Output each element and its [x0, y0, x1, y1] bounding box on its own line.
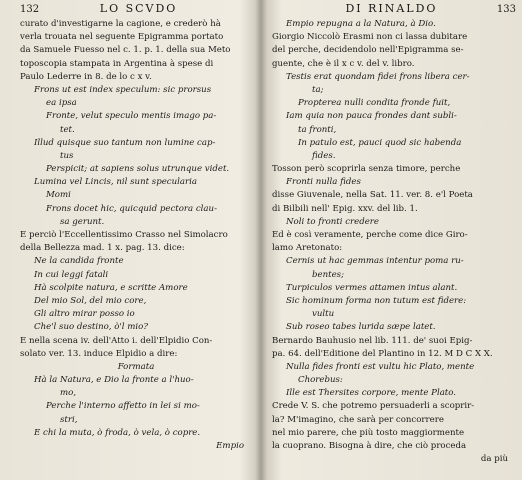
left-page-number: 132	[20, 4, 40, 15]
text-line: Hà scolpite natura, e scritte Amore	[34, 282, 188, 293]
text-line: da Samuele Fuesso nel c. 1. p. 1. della sua Meto	[20, 45, 231, 56]
right-page	[262, 0, 522, 480]
text-line: Chorebus:	[298, 375, 343, 386]
text-line: Lumina vel Lincis, nil sunt specularia	[34, 177, 198, 188]
text-line: Propterea nulli condita fronde fuit,	[298, 98, 451, 109]
text-line: la? M'imagino, che sarà per concorrere	[272, 414, 444, 425]
text-line: Testis erat quondam fidei frons libera cer-	[286, 71, 470, 82]
text-line: Formata	[117, 361, 155, 372]
text-line: guente, che è il x c v. del v. libro.	[272, 58, 415, 69]
text-line: verla trouata nel seguente Epigramma portato	[20, 32, 224, 43]
text-line: curato d'investigarne la cagione, e crederò hà	[20, 19, 221, 29]
text-line: tet.	[60, 124, 75, 135]
text-line: Ille est Thersites corpore, mente Plato.	[286, 388, 457, 399]
text-line: Fronti nulla fides	[286, 177, 361, 188]
text-line: sa gerunt.	[60, 216, 105, 227]
right-page-header	[272, 2, 516, 16]
left-page-header	[20, 2, 252, 16]
right-page-text	[272, 18, 516, 466]
right-running-head: DI RINALDO	[345, 2, 438, 15]
text-line: Perche l'interno affetto in lei si mo-	[46, 401, 200, 412]
text-line: ea ipsa	[46, 98, 77, 109]
text-line: di Bilbili nell' Epig. xxv. del lib. 1.	[272, 203, 418, 214]
text-line: Che'l suo destino, ò'l mio?	[34, 322, 148, 333]
text-line: Cernis ut hac gemmas intentur poma ru-	[286, 256, 464, 267]
text-line: bentes;	[312, 269, 344, 280]
text-line: disse Giuvenale, nella Sat. 11. ver. 8. e'l Poeta	[272, 190, 473, 201]
text-line: Fronte, velut speculo mentis imago pa-	[46, 111, 217, 122]
text-line: del perche, decidendolo nell'Epigramma se-	[272, 45, 464, 56]
text-line: Iam quia non pauca frondes dant subli-	[286, 111, 457, 122]
text-line: Illud quisque suo tantum non lumine cap-	[34, 137, 216, 148]
text-line: Sic hominum forma non tutum est fidere:	[286, 295, 467, 306]
text-line: E chi la muta, ò froda, ò vela, ò copre.	[34, 427, 201, 438]
text-line: pa. 64. dell'Editione del Plantino in 12. M D C X X.	[272, 348, 493, 359]
text-line: Crede V. S. che potremo persuaderli a scoprir-	[272, 401, 475, 412]
text-line: la cuoprano. Bisogna à dire, che ciò proceda	[272, 441, 467, 451]
text-line: della Bellezza mad. 1 x. pag. 13. dice:	[20, 243, 185, 254]
text-line: Gli altro mirar posso io	[34, 309, 135, 320]
text-line: Sub roseo tabes lurida sæpe latet.	[286, 322, 436, 333]
text-line: vultu	[312, 309, 335, 320]
text-line: Momi	[46, 190, 71, 201]
text-line: In cui leggi fatali	[34, 269, 109, 280]
text-line: Turpiculos vermes attamen intus alant.	[286, 282, 458, 293]
text-line: Frons ut est index speculum: sic prorsus	[34, 84, 212, 95]
text-line: Empio	[216, 441, 244, 451]
text-line: Tosson però scoprirla senza timore, perche	[272, 164, 461, 175]
text-line: Nulla fides fronti est vultu hic Plato, mente	[286, 361, 475, 372]
text-line: Paulo Lederre in 8. de lo c x v.	[20, 71, 152, 82]
text-line: E perciò l'Eccellentissimo Crasso nel Simolacro	[20, 230, 228, 240]
text-line: Noli to fronti credere	[286, 216, 379, 227]
right-page-number: 133	[496, 4, 516, 15]
text-line: Ne la candida fronte	[34, 256, 124, 267]
text-line: toposcopia stampata in Argentina à spese di	[20, 58, 214, 69]
text-line: nel mio parere, che più tosto maggiormente	[272, 427, 465, 438]
text-line: In patulo est, pauci quod sic habenda	[298, 137, 462, 148]
text-line: Empio repugna a la Natura, à Dio.	[286, 19, 436, 29]
text-line: Perspicit; at sapiens solus utrunque videt.	[46, 164, 230, 175]
left-page-text	[20, 18, 252, 453]
text-line: fides.	[312, 150, 336, 161]
text-line: Ed è così veramente, perche come dice Giro-	[272, 230, 468, 240]
text-line: Giorgio Niccolò Erasmi non ci lassa dubitare	[272, 32, 468, 43]
text-line: stri,	[60, 414, 78, 425]
text-line: Frons docet hic, quicquid pectora clau-	[46, 203, 217, 214]
text-line: tus	[60, 150, 74, 161]
left-running-head: LO SCVDO	[99, 2, 178, 15]
text-line: lamo Aretonato:	[272, 243, 343, 254]
text-line: mo,	[60, 388, 77, 399]
text-line: solato ver. 13. induce Elpidio a dire:	[20, 348, 178, 359]
text-line: Hà la Natura, e Dio la fronte a l'huo-	[34, 375, 194, 386]
text-line: da più	[480, 454, 508, 465]
text-line: Bernardo Bauhusio nel lib. 111. de' suoi Epig-	[272, 335, 473, 346]
text-line: ta;	[312, 84, 324, 95]
text-line: E nella scena iv. dell'Atto i. dell'Elpidio Con-	[20, 335, 213, 346]
text-line: ta fronti,	[298, 124, 337, 135]
left-page	[0, 0, 258, 480]
text-line: Del mio Sol, del mio core,	[34, 295, 147, 306]
